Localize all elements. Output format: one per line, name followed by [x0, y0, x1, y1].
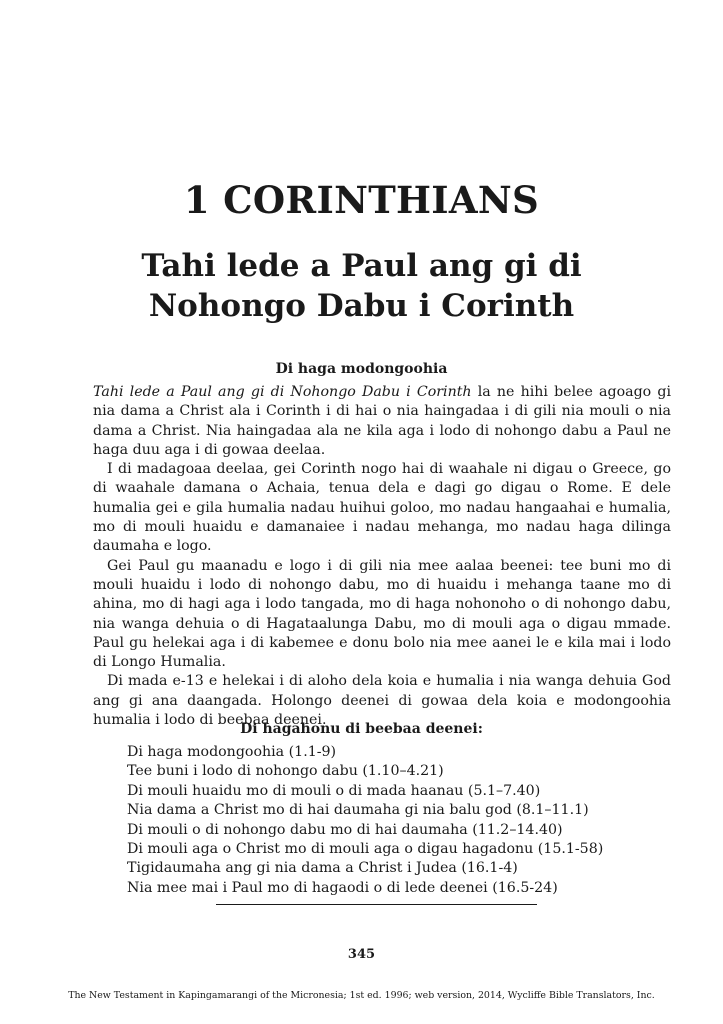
intro-paragraph-1-text: la ne hihi belee agoago gi nia dama a Christ ala i Corinth i di hai o nia haingadaa i di gili nia mouli o nia dama a Christ. Nia haingadaa ala ne kila aga i lodo di nohongo dabu a Paul ne haga duu aga i di gowaa deelaa.	[93, 384, 671, 458]
intro-paragraph-1-italic-title: Tahi lede a Paul ang gi di Nohongo Dabu i Corinth	[93, 384, 472, 400]
outline-item: Tigidaumaha ang gi nia dama a Christ i Judea (16.1-4)	[127, 860, 518, 877]
section-divider	[216, 904, 537, 905]
outline-item: Nia mee mai i Paul mo di hagaodi o di lede deenei (16.5-24)	[127, 879, 558, 896]
outline-heading: Di hagahonu di beebaa deenei:	[240, 721, 483, 737]
intro-body	[93, 383, 671, 730]
outline-list	[127, 743, 647, 898]
intro-paragraph-1	[93, 383, 671, 460]
outline-item: Nia dama a Christ mo di hai daumaha gi nia balu god (8.1–11.1)	[127, 802, 589, 819]
outline-item: Di haga modongoohia (1.1-9)	[127, 744, 337, 760]
page-number: 345	[347, 947, 376, 962]
outline-item: Di mouli huaidu mo di mouli o di mada haanau (5.1–7.40)	[127, 782, 541, 799]
intro-paragraph-4: Di mada e-13 e helekai i di aloho dela koia e humalia i nia wanga dehuia God ang gi ana daangada. Holongo deenei di gowaa dela koia e modongoohia humalia i lodo di beebaa deenei.	[93, 673, 671, 729]
subtitle-line-1: Tahi lede a Paul ang gi di	[141, 248, 582, 284]
outline-item: Tee buni i lodo di nohongo dabu (1.10–4.21)	[127, 763, 444, 780]
book-title: 1 CORINTHIANS	[183, 178, 540, 222]
outline-item: Di mouli aga o Christ mo di mouli aga o digau hagadonu (15.1-58)	[127, 841, 604, 858]
book-subtitle	[0, 246, 723, 326]
intro-heading: Di haga modongoohia	[275, 361, 448, 377]
intro-paragraph-2: I di madagoaa deelaa, gei Corinth nogo hai di waahale ni digau o Greece, go di waahale damana o Achaia, tenua dela e dagi go digau o Rome. E dele humalia gei e gila humalia nadau huihui goloo, mo nadau hangaahai e humalia, mo di mouli huaidu e damanaiee i nadau mehanga, mo nadau haga dilinga daumaha e logo.	[93, 461, 671, 555]
page-footer: The New Testament in Kapingamarangi of the Micronesia; 1st ed. 1996; web version, 2014, Wycliffe Bible Translators, Inc.	[68, 990, 655, 1001]
subtitle-line-2: Nohongo Dabu i Corinth	[148, 288, 575, 324]
outline-item: Di mouli o di nohongo dabu mo di hai daumaha (11.2–14.40)	[127, 821, 563, 838]
intro-paragraph-3: Gei Paul gu maanadu e logo i di gili nia mee aalaa beenei: tee buni mo di mouli huaidu i lodo di nohongo dabu, mo di huaidu i mehanga taane mo di ahina, mo di hagi aga i lodo tangada, mo di haga nohonoho o di nohongo dabu, nia wanga dehuia o di Hagataalunga Dabu, mo di mouli aga o digau mmade. Paul gu helekai aga i di kabemee e donu bolo nia mee aanei le e kila mai i lodo di Longo Humalia.	[93, 557, 671, 671]
